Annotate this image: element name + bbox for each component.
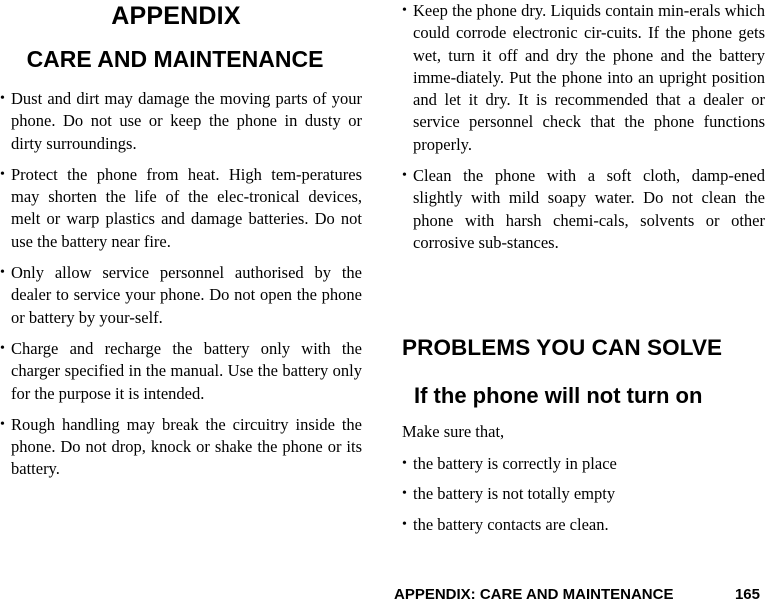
list-item: • the battery is not totally empty (402, 483, 762, 505)
troubleshoot-intro: Make sure that, (402, 422, 505, 441)
care-bullet-handling (0, 414, 362, 481)
page-footer (390, 586, 760, 602)
care-bullet-clean (402, 165, 765, 254)
care-bullet-text: Clean the phone with a soft cloth, damp-ened slightly with mild soapy water. Do not clean the phone with harsh chemi-cals, solvents or other corrosive sub-stances. (413, 166, 765, 252)
page-number: 165 (734, 586, 760, 603)
care-bullet-text: Keep the phone dry. Liquids contain min-erals which could corrode electronic cir-cuits. If the phone gets wet, turn it off and dry the phone and the battery imme-diately. Put the phone into an upright position and let it dry. It is recommended that a dealer or service personnel check that the phone functions properly. (413, 1, 765, 154)
left-column (0, 88, 362, 490)
care-bullet-text: Protect the phone from heat. High tem-peratures may shorten the life of the elec-tronical devices, melt or warp plastics and damage batteries. Do not use the battery near fire. (11, 164, 362, 251)
turn-on-subheading: If the phone will not turn on (414, 383, 703, 408)
care-bullet-text: Rough handling may break the circuitry inside the phone. Do not drop, knock or shake the phone or its battery. (11, 414, 362, 479)
right-column (400, 0, 765, 263)
care-bullet-service (0, 262, 362, 329)
care-bullet-text: Only allow service personnel authorised by the dealer to service your phone. Do not open the phone or battery by your-self. (11, 263, 362, 327)
care-bullet-heat (0, 164, 362, 253)
troubleshoot-list (402, 453, 762, 544)
care-bullet-charge (0, 338, 362, 405)
problems-heading: PROBLEMS YOU CAN SOLVE (402, 335, 723, 360)
appendix-heading: APPENDIX (111, 2, 241, 30)
care-bullet-dry (402, 0, 765, 156)
care-maintenance-heading: CARE AND MAINTENANCE (26, 46, 324, 72)
care-bullet-text: Dust and dirt may damage the moving parts of your phone. Do not use or keep the phone in dusty or dirty surroundings. (11, 89, 362, 153)
footer-section-title: APPENDIX: CARE AND MAINTENANCE (394, 586, 674, 603)
care-bullet-dust (0, 88, 362, 155)
list-item: • the battery contacts are clean. (402, 514, 762, 536)
care-bullet-text: Charge and recharge the battery only with the charger specified in the manual. Use the battery only for the purpose it is intended. (11, 338, 362, 403)
list-item: • the battery is correctly in place (402, 453, 762, 475)
